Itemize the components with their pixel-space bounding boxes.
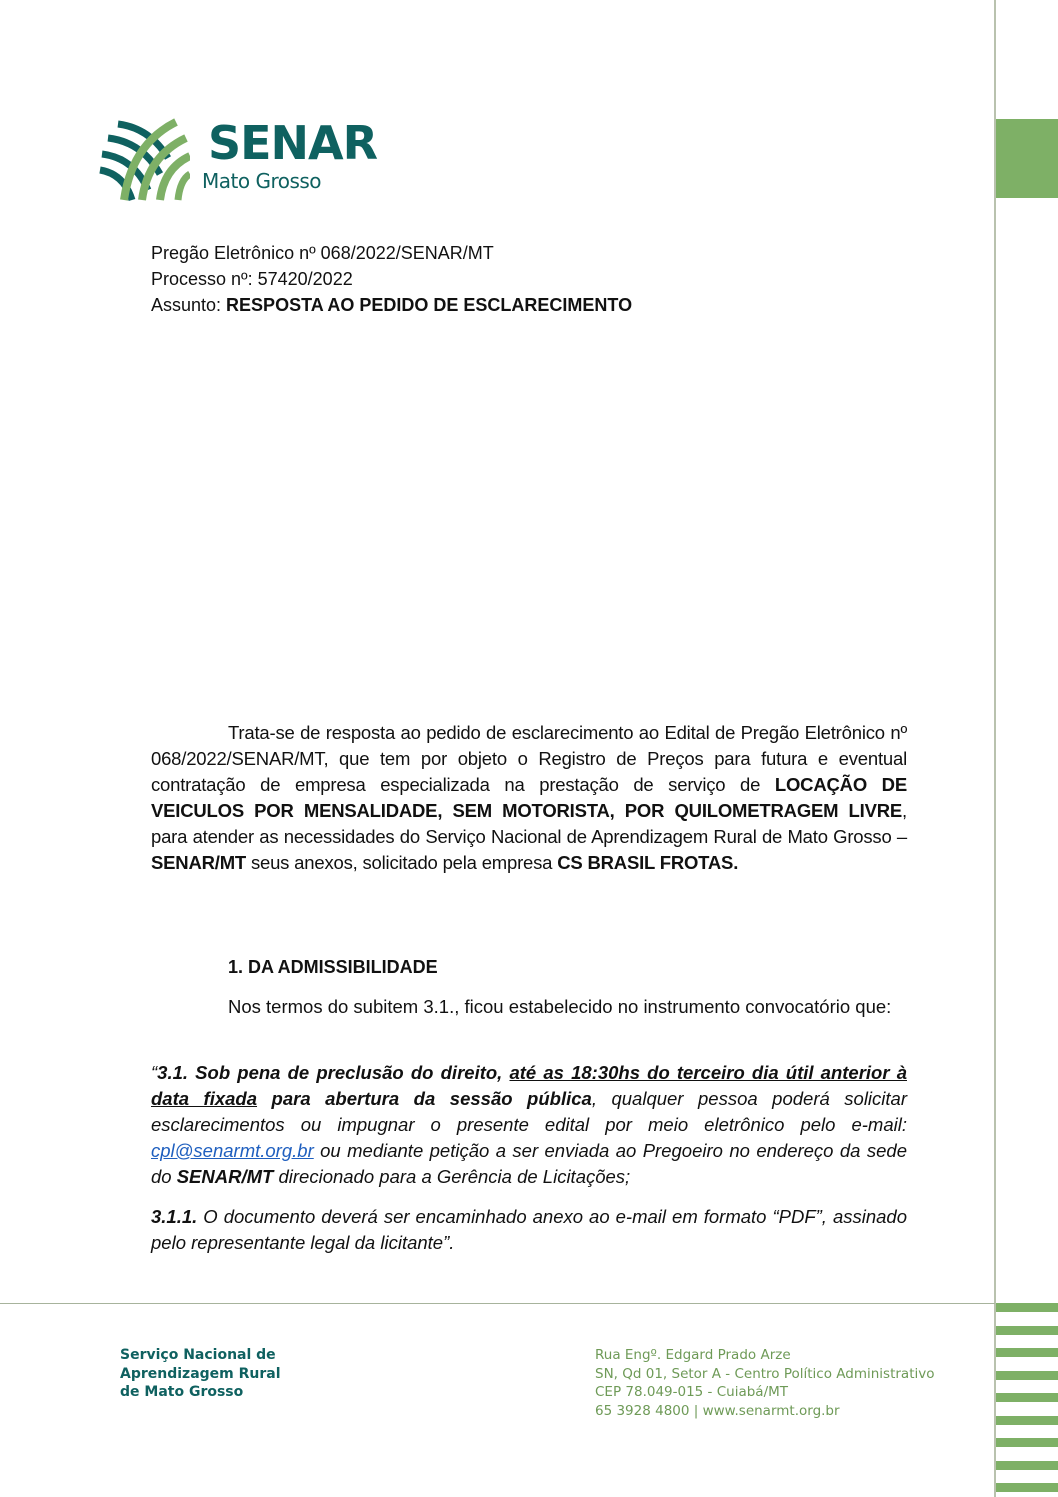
footer-district: SN, Qd 01, Setor A - Centro Político Administrativo	[595, 1365, 935, 1382]
quoted-clause	[151, 1060, 907, 1190]
clause-text: , qualquer pessoa poderá solicitar esclarecimentos ou impugnar o presente edital por meio eletrônico pelo e-mail:	[151, 1088, 907, 1135]
intro-paragraph	[151, 720, 907, 876]
service-object: LOCAÇÃO DE VEICULOS POR MENSALIDADE, SEM MOTORISTA, POR QUILOMETRAGEM LIVRE	[151, 774, 907, 821]
footer-org-name	[120, 1346, 281, 1402]
logo-name: SENAR	[208, 116, 378, 170]
company-name: CS BRASIL FROTAS.	[557, 852, 739, 873]
pregao-number: Pregão Eletrônico nº 068/2022/SENAR/MT	[151, 243, 494, 263]
org-acronym: SENAR/MT	[176, 1166, 274, 1187]
footer-org-line: Aprendizagem Rural	[120, 1365, 281, 1382]
footer-address	[595, 1346, 935, 1420]
intro-text: Trata-se de resposta ao pedido de esclarecimento ao Edital de Pregão Eletrônico nº 068/2022/SENAR/MT, que tem por objeto o Registro de Preços para futura e eventual contratação de empresa especializada na prestação de serviço de	[151, 722, 907, 795]
stripe	[996, 1371, 1058, 1380]
section-paragraph: Nos termos do subitem 3.1., ficou estabelecido no instrumento convocatório que:	[228, 996, 892, 1017]
footer-org-line: de Mato Grosso	[120, 1384, 244, 1400]
subject-value: RESPOSTA AO PEDIDO DE ESCLARECIMENTO	[226, 295, 633, 315]
subject-line	[151, 292, 632, 318]
clause-bold: para abertura da sessão pública	[257, 1088, 592, 1109]
email-link[interactable]: cpl@senarmt.org.br	[151, 1140, 314, 1161]
intro-text: , para atender as necessidades do Serviço Nacional de Aprendizagem Rural de Mato Grosso –	[151, 800, 907, 847]
stripe	[996, 1326, 1058, 1335]
quoted-subclause	[151, 1204, 907, 1256]
clause-text: ou mediante petição a ser enviada ao Pregoeiro no endereço da sede do	[151, 1140, 907, 1187]
clause-bold: 3.1. Sob pena de preclusão do direito,	[157, 1062, 510, 1083]
section-heading: 1. DA ADMISSIBILIDADE	[228, 957, 438, 977]
clause-text: direcionado para a Gerência de Licitações;	[273, 1166, 631, 1187]
stripe	[996, 1348, 1058, 1357]
clause-deadline: até as 18:30hs do terceiro dia útil anterior à data fixada	[151, 1062, 907, 1109]
stripe	[996, 1461, 1058, 1470]
footer-contact: 65 3928 4800 | www.senarmt.org.br	[595, 1402, 840, 1419]
document-header	[151, 240, 632, 318]
senar-wheat-field-logo-icon	[98, 114, 190, 202]
quote-mark: “	[151, 1062, 158, 1083]
footer-org-line: Serviço Nacional de	[120, 1347, 276, 1363]
stripe	[996, 1393, 1058, 1402]
subject-label: Assunto:	[151, 295, 227, 315]
stripe	[996, 1303, 1058, 1312]
senar-logo	[98, 114, 378, 204]
stripe	[996, 1416, 1058, 1425]
stripe	[996, 1438, 1058, 1447]
footer-divider	[0, 1303, 995, 1304]
stripe	[996, 1483, 1058, 1492]
logo-subtitle: Mato Grosso	[202, 169, 322, 193]
footer-postal: CEP 78.049-015 - Cuiabá/MT	[595, 1384, 789, 1400]
org-acronym: SENAR/MT	[151, 852, 247, 873]
subclause-text: O documento deverá ser encaminhado anexo ao e-mail em formato “PDF”, assinado pelo representante legal da licitante”.	[151, 1206, 907, 1253]
footer-street: Rua Engº. Edgard Prado Arze	[595, 1347, 791, 1363]
intro-text: seus anexos, solicitado pela empresa	[246, 852, 558, 873]
right-rail-line	[994, 0, 996, 1497]
subclause-number: 3.1.1.	[151, 1206, 198, 1227]
right-rail-accent-block	[996, 119, 1058, 198]
process-number: Processo nº: 57420/2022	[151, 269, 353, 289]
